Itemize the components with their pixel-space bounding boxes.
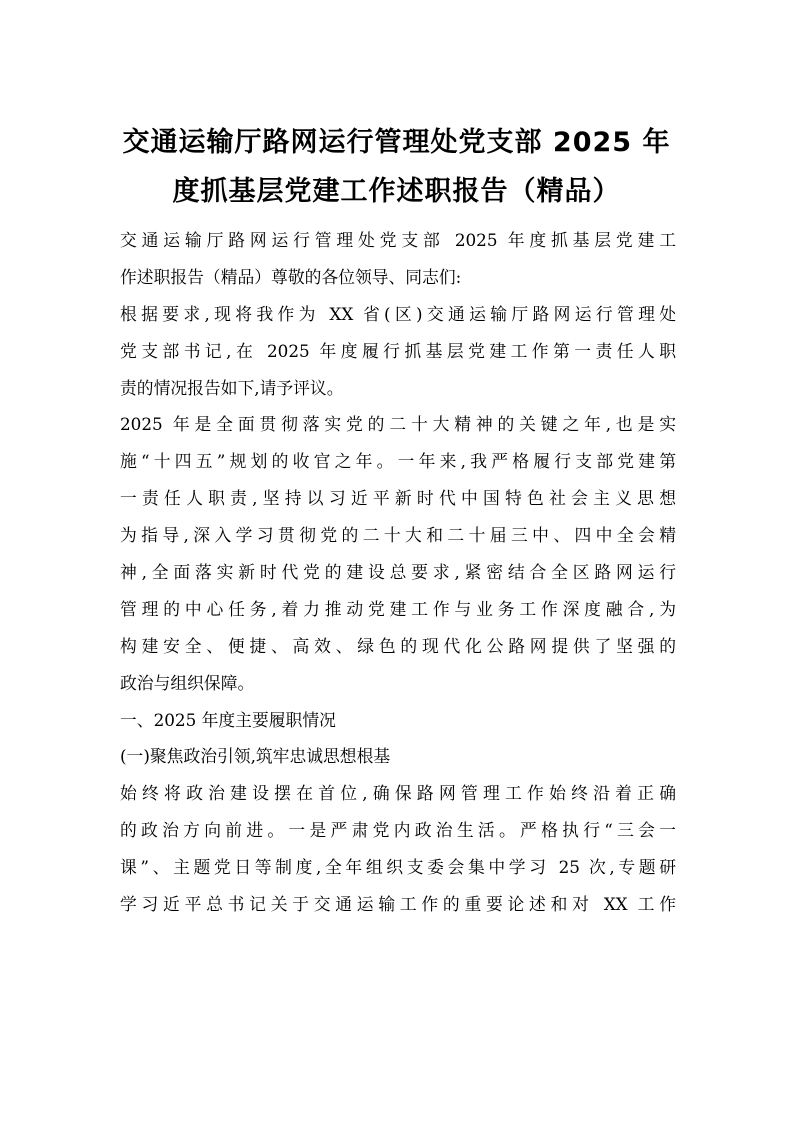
body-text-line: 作述职报告（精品）尊敬的各位领导、同志们: bbox=[120, 266, 462, 287]
body-text-line: (一)聚焦政治引领,筑牢忠诚思想根基 bbox=[120, 746, 391, 767]
body-text-line: 一、2025 年度主要履职情况 bbox=[120, 709, 336, 730]
body-text-line: 根据要求,现将我作为 XX 省(区)交通运输厅路网运行管理处 bbox=[120, 303, 676, 324]
title-line-2: 度抓基层党建工作述职报告（精品） bbox=[172, 176, 621, 207]
body-text-line: 施“十四五”规划的收官之年。一年来,我严格履行支部党建第 bbox=[120, 451, 676, 472]
body-text-line: 政治与组织保障。 bbox=[120, 672, 255, 693]
body-text-line: 交通运输厅路网运行管理处党支部 2025 年度抓基层党建工 bbox=[120, 230, 676, 250]
body-text-line: 责的情况报告如下,请予评议。 bbox=[120, 377, 344, 398]
body-text-line: 2025 年是全面贯彻落实党的二十大精神的关键之年,也是实 bbox=[120, 414, 676, 435]
body-text-line: 构建安全、便捷、高效、绿色的现代化公路网提供了坚强的 bbox=[120, 635, 676, 656]
body-text-line: 管理的中心任务,着力推动党建工作与业务工作深度融合,为 bbox=[120, 598, 676, 619]
body-text-line: 始终将政治建设摆在首位,确保路网管理工作始终沿着正确 bbox=[120, 783, 676, 804]
body-text-line: 为指导,深入学习贯彻党的二十大和二十届三中、四中全会精 bbox=[120, 525, 676, 546]
body-text-line: 学习近平总书记关于交通运输工作的重要论述和对 XX 工作 bbox=[120, 894, 676, 915]
title-line-1: 交通运输厅路网运行管理处党支部 2025 年 bbox=[122, 127, 671, 158]
body-text-line: 神,全面落实新时代党的建设总要求,紧密结合全区路网运行 bbox=[120, 562, 676, 583]
body-text-line: 的政治方向前进。一是严肃党内政治生活。严格执行“三会一 bbox=[120, 820, 676, 841]
body-text-line: 党支部书记,在 2025 年度履行抓基层党建工作第一责任人职 bbox=[120, 340, 676, 361]
body-text-line: 课”、主题党日等制度,全年组织支委会集中学习 25 次,专题研 bbox=[120, 857, 676, 878]
body-text-line: 一责任人职责,坚持以习近平新时代中国特色社会主义思想 bbox=[120, 488, 676, 509]
document-title bbox=[110, 118, 683, 216]
document-body bbox=[120, 222, 676, 923]
